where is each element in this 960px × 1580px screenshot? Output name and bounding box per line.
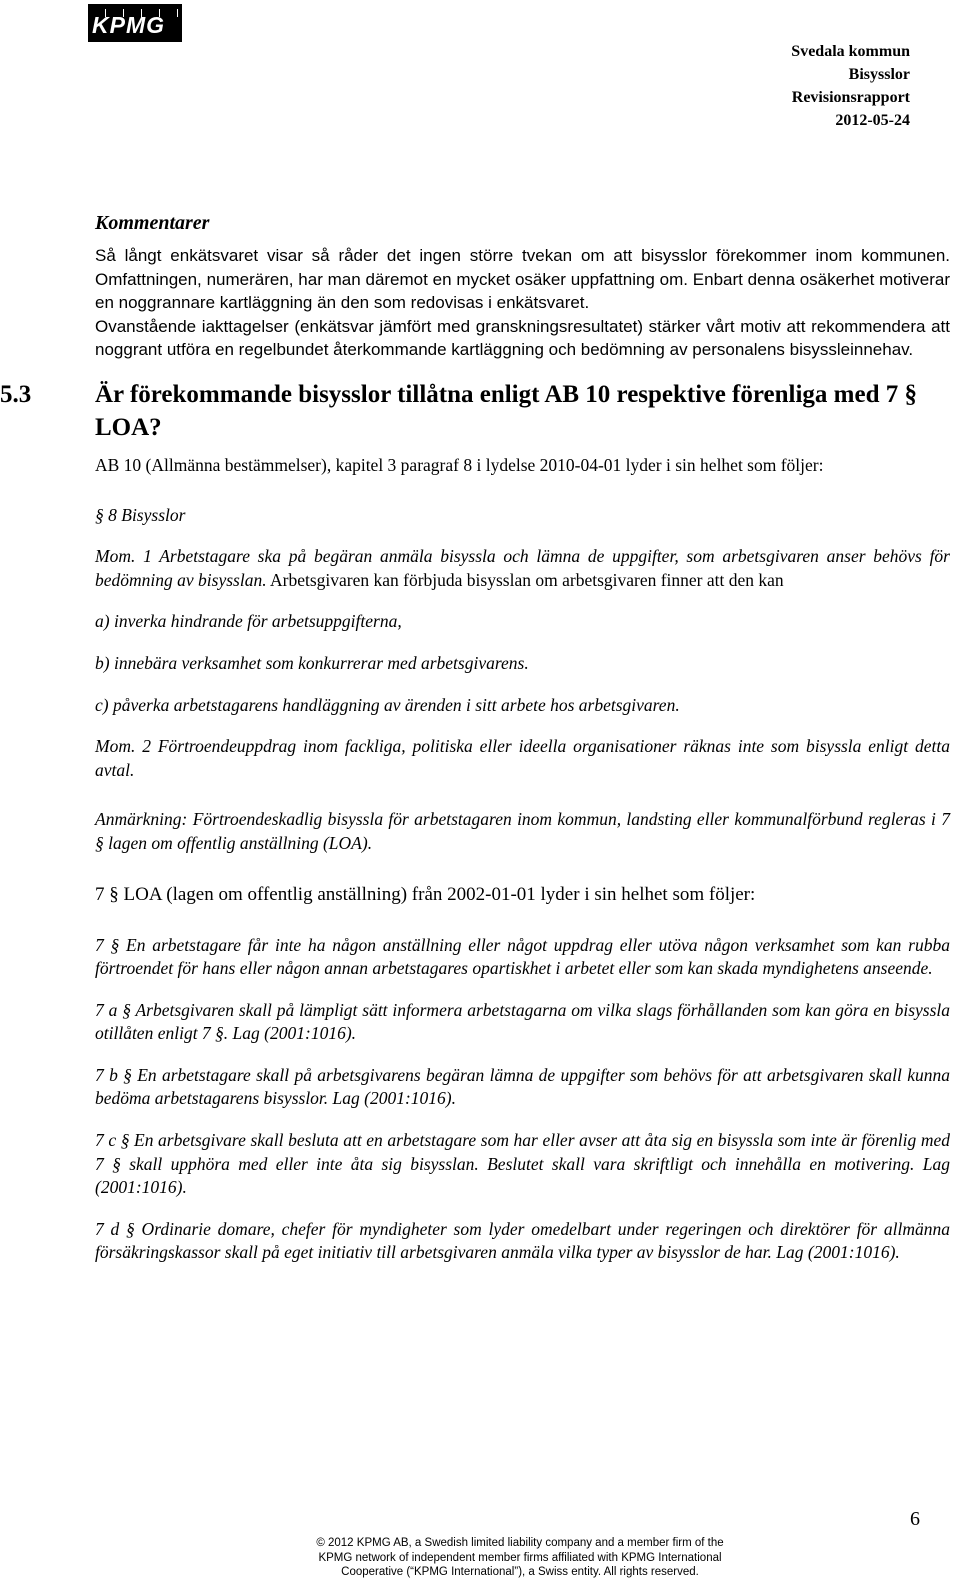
document-body — [0, 210, 950, 1265]
mom1-italic: Mom. 1 Arbetstagare ska på begäran anmäla bisyssla och lämna de uppgifter, som arbetsgivaren anser behövs för bedömning av bisysslan. — [95, 546, 950, 590]
page-number: 6 — [910, 1508, 920, 1530]
loa-7a: 7 a § Arbetsgivaren skall på lämpligt sätt informera arbetstagarna om vilka slags förhållanden som kan göra en bisyssla otillåten enligt 7 §. Lag (2001:1016). — [95, 999, 950, 1044]
section-title: Är förekommande bisysslor tillåtna enligt AB 10 respektive förenliga med 7 § LOA? — [95, 380, 917, 441]
kommentarer-heading: Kommentarer — [95, 212, 210, 234]
anmarkning: Anmärkning: Förtroendeskadlig bisyssla för arbetstagaren inom kommun, landsting eller kommunalförbund regleras i 7 § lagen om offentlig anställning (LOA). — [95, 809, 950, 853]
section-heading — [0, 378, 950, 444]
loa-7b: 7 b § En arbetstagare skall på arbetsgivarens begäran lämna de uppgifter som behövs för att arbetsgivaren skall kunna bedöma arbetstagarens bisysslor. Lag (2001:1016). — [95, 1064, 950, 1109]
copyright-footer — [260, 1536, 780, 1580]
footer-line-3: Cooperative (“KPMG International”), a Swiss entity. All rights reserved. — [341, 1566, 699, 1578]
logo-text: KPMG — [92, 12, 165, 38]
ab10-item-c: c) påverka arbetstagarens handläggning av ärenden i sitt arbete hos arbetsgivaren. — [95, 694, 680, 715]
mom1-regular: Arbetsgivaren kan förbjuda bisysslan om arbetsgivaren finner att den kan — [266, 569, 784, 590]
kommentarer-paragraph-2: Ovanstående iakttagelser (enkätsvar jämfört med granskningsresultatet) stärker vårt motiv att rekommendera att noggrant utföra en regelbundet återkommande kartläggning och bedömning av personalens bisyssleinnehav. — [95, 316, 950, 360]
section-number: 5.3 — [0, 380, 32, 408]
ab10-intro: AB 10 (Allmänna bestämmelser), kapitel 3 paragraf 8 i lydelse 2010-04-01 lyder i sin helhet som följer: — [95, 454, 824, 475]
ab10-mom1 — [95, 545, 950, 592]
ab10-item-a: a) inverka hindrande för arbetsuppgifterna, — [95, 611, 402, 632]
header-subject: Bisysslor — [848, 66, 910, 83]
ab10-mom2: Mom. 2 Förtroendeuppdrag inom fackliga, politiska eller ideella organisationer räknas inte som bisyssla enligt detta avtal. — [95, 736, 950, 780]
footer-line-2: KPMG network of independent member firms affiliated with KPMG International — [318, 1551, 722, 1564]
footer-line-1: © 2012 KPMG AB, a Swedish limited liability company and a member firm of the — [316, 1537, 724, 1549]
header-report-type: Revisionsrapport — [791, 89, 910, 106]
document-header — [791, 40, 910, 132]
loa-7d: 7 d § Ordinarie domare, chefer för myndigheter som lyder omedelbart under regeringen och direktörer för allmänna försäkringskassor skall på eget initiativ till arbetsgivaren anmäla vilka typer av bisysslor de har. Lag (2001:1016). — [95, 1218, 950, 1263]
ab10-item-b: b) innebära verksamhet som konkurrerar med arbetsgivarens. — [95, 652, 529, 673]
loa-7: 7 § En arbetstagare får inte ha någon anställning eller något uppdrag eller utöva någon verksamhet som kan rubba förtroendet för hans eller någon annan arbetstagares opartiskhet i arbetet eller som kan skada myndighetens anseende. — [95, 934, 950, 979]
ab10-paragraph-heading: § 8 Bisysslor — [95, 504, 186, 525]
loa-intro: 7 § LOA (lagen om offentlig anställning) från 2002-01-01 lyder i sin helhet som följer: — [95, 883, 756, 905]
header-org: Svedala kommun — [791, 43, 910, 60]
kpmg-logo — [88, 4, 182, 42]
logo-bars — [88, 4, 182, 12]
loa-7c: 7 c § En arbetsgivare skall besluta att en arbetstagare som har eller avser att åta sig en bisyssla som inte är förenlig med 7 § skall upphöra med eller inte åta sig bisysslan. Beslutet skall vara skriftligt och innehålla en motivering. Lag (2001:1016). — [95, 1130, 950, 1198]
kommentarer-paragraph-1: Så långt enkätsvaret visar så råder det ingen större tvekan om att bisysslor förekommer inom kommunen. Omfattningen, numerären, har man däremot en mycket osäker uppfattning om. Enbart denna osäkerhet motiverar en noggrannare kartläggning än den som redovisas i enkätsvaret. — [95, 246, 950, 313]
header-date: 2012-05-24 — [835, 112, 910, 129]
